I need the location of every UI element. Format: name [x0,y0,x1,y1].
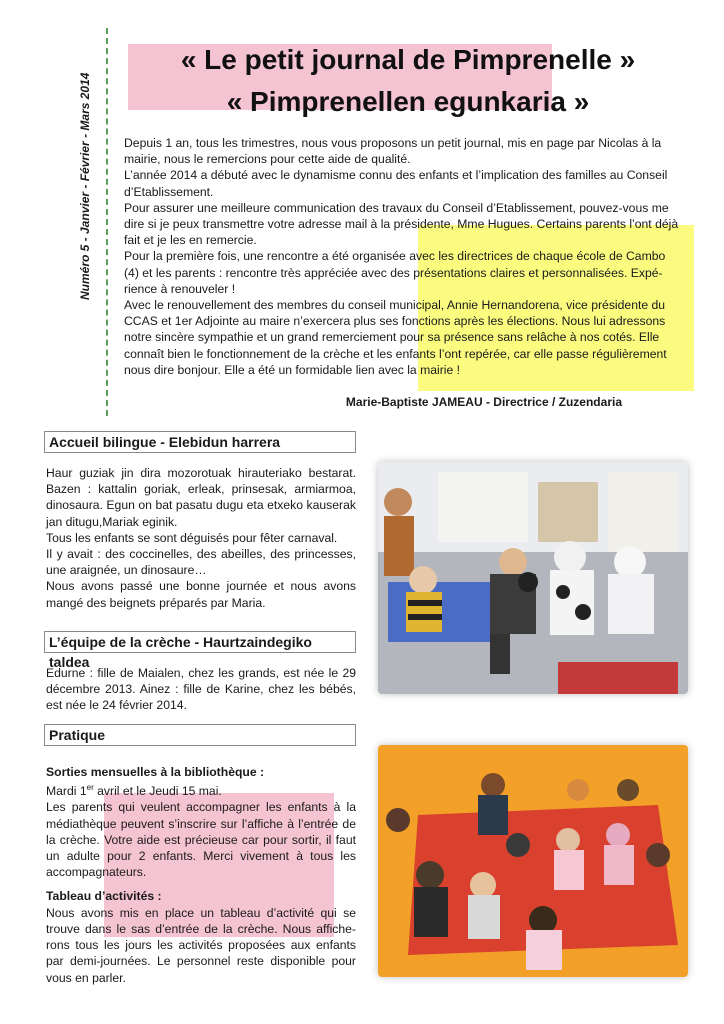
text-paragraph: Nous avons mis en place un tableau d’activité qui se trouve dans le sas d’entrée de la crèche. Nous affiche-rons tous les jours les activités proposées aux enfants par demi-journées. Le personnel reste disponible pour vous en parler. [46,905,356,985]
title-basque: « Pimprenellen egunkaria » [226,86,590,117]
section-heading-accueil: Accueil bilingue - Elebidun harrera [44,431,356,453]
subheading-tableau: Tableau d’activités : [46,889,162,904]
intro-paragraph: Pour la première fois, une rencontre a été organisée avec les directrices de chaque école de Cambo (4) et les parents : rencontre très appréciée avec des présentations claires et personnalisées. Expé-rience à renouveler ! [124,249,666,296]
photo-children-mat [378,745,688,977]
text-paragraph: Haur guziak jin dira mozorotuak hirauteriako bestarat. Bazen : kattalin goriak, erleak, prinsesak, armiarmoa, dinosaura. Egun on bat pasatu dugu eta etxeko kauserak jan ditugu,Mariak eginik. [46,466,356,529]
section-pratique-text [46,764,356,986]
text-paragraph: Edurne : fille de Maialen, chez les grands, est née le 29 décembre 2013. Ainez : fille de Karine, chez les bébés, est née le 24 février 2014. [46,666,356,713]
intro-paragraph: Pour assurer une meilleure communication des travaux du Conseil d’Etablissement, pouvez-vous me dire si je peux transmettre votre adresse mail à la présidente, Mme Hugues. Certains parents l’ont déjà fait et je les en remercie. [124,200,679,248]
intro-paragraph: L’année 2014 a débuté avec le dynamisme connu des enfants et l’implication des familles au Conseil d’Etablissement. [124,168,668,199]
issue-label: Numéro 5 - Janvier - Février - Mars 2014 [78,72,92,300]
text-paragraph: Nous avons passé une bonne journée et nous avons mangé des beignets préparés par Maria. [46,579,356,610]
text-paragraph: Les parents qui veulent accompagner les enfants à la médiathèque peuvent s’inscrire sur l’affiche à l’entrée de la crèche. Votre aide est précieuse car pour sortir, il faut un adulte pour 2 enfants. Merci vivement à tous les accompagnateurs. [46,800,356,880]
subheading-bibliotheque: Sorties mensuelles à la bibliothèque : [46,765,265,779]
section-heading-equipe: L’équipe de la crèche - Haurtzaindegiko taldea [44,631,356,653]
text-paragraph: Tous les enfants se sont déguisés pour fêter carnaval. [46,530,338,545]
photo-carnaval-babies [378,462,688,694]
margin-dashed-line [106,28,108,416]
intro-paragraph: Avec le renouvellement des membres du conseil municipal, Annie Hernandorena, vice présidente du CCAS et 1er Adjointe au maire n’exercera plus ses fonctions après les élections. Nous lui adressons notre sincère sympathie et un grand remerciement pour sa présence sans relâche à nos cotés. Elle connaît bien le fonctionnement de la crèche et les enfants l’ont repérée, car elle passe régulièrement nous dire bonjour. Elle a été un formidable lien avec la mairie ! [124,298,667,377]
date-line: Mardi 1er avril et le Jeudi 15 mai. [46,783,222,799]
intro-text [124,135,680,378]
section-accueil-text [46,465,356,611]
section-equipe-text [46,665,356,714]
intro-paragraph: Depuis 1 an, tous les trimestres, nous vous proposons un petit journal, mis en page par Nicolas à la mairie, nous le remercions pour cette aide de qualité. [124,136,662,167]
section-heading-pratique: Pratique [44,724,356,746]
text-paragraph: Il y avait : des coccinelles, des abeilles, des princesses, une araignée, un dinosaure… [46,547,356,578]
signature: Marie-Baptiste JAMEAU - Directrice / Zuzendaria [345,395,622,409]
title-french: « Le petit journal de Pimprenelle » [180,44,636,75]
